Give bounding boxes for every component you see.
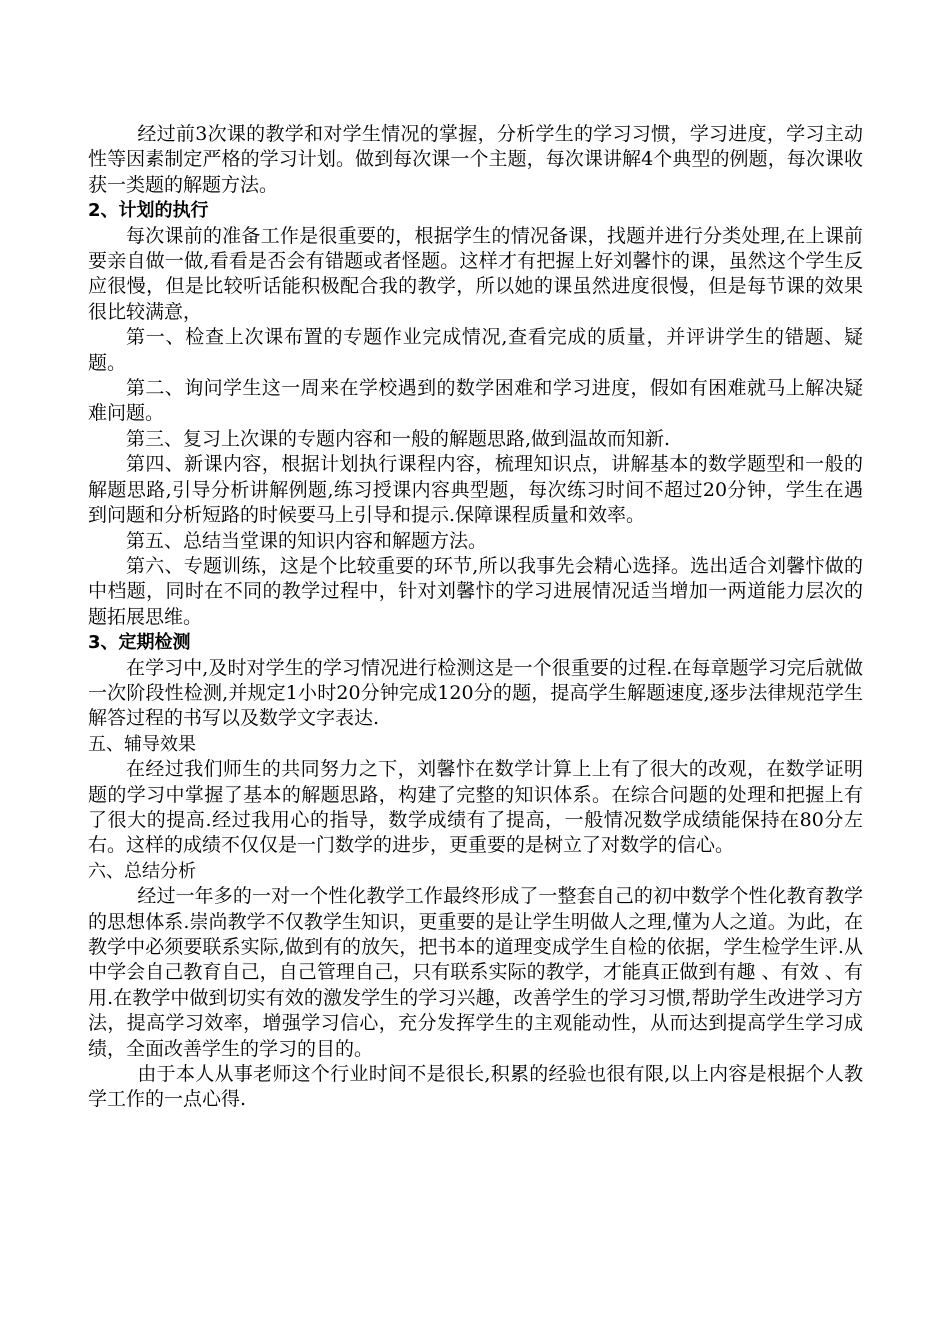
section-heading-periodic-test: 3、定期检测 — [88, 632, 191, 654]
step-first: 第一、检查上次课布置的专题作业完成情况,查看完成的质量，并评讲学生的错题、疑题。 — [88, 326, 863, 374]
section-heading-plan-execution: 2、计划的执行 — [88, 200, 209, 222]
section-heading-tutoring-results: 五、辅导效果 — [88, 733, 196, 755]
step-fifth: 第五、总结当堂课的知识内容和解题方法。 — [126, 529, 488, 552]
intro-paragraph: 经过前3次课的教学和对学生情况的掌握，分析学生的学习习惯，学习进度，学习主动性等因素制定严格的学习计划。做到每次课一个主题，每次课讲解4个典型的例题，每次课收获一类题的解题方法。 — [88, 123, 863, 196]
section-heading-summary-analysis: 六、总结分析 — [88, 860, 196, 882]
summary-analysis-paragraph: 经过一年多的一对一个性化教学工作最终形成了一整套自己的初中数学个性化教育教学的思想体系.崇尚教学不仅教学生知识，更重要的是让学生明做人之理,懂为人之道。为此，在教学中必须要联系实际,做到有的放矢，把书本的道理变成学生自检的依据，学生检学生评.从中学会自己教育自己，自己管理自己，只有联系实际的教学，才能真正做到有趣 、有效 、有用.在教学中做到切实有效的激发学生的学习兴趣，改善学生的学习习惯,帮助学生改进学习方法，提高学习效率，增强学习信心，充分发挥学生的主观能动性，从而达到提高学生学习成绩，全面改善学生的学习的目的。 — [88, 885, 863, 1060]
step-sixth: 第六、专题训练，这是个比较重要的环节,所以我事先会精心选择。选出适合刘馨忭做的中档题，同时在不同的教学过程中，针对刘馨忭的学习进展情况适当增加一两道能力层次的题拓展思维。 — [88, 554, 863, 628]
step-fourth: 第四、新课内容，根据计划执行课程内容，梳理知识点，讲解基本的数学题型和一般的解题思路,引导分析讲解例题,练习授课内容典型题，每次练习时间不超过20分钟，学生在遇到问题和分析短路的时候要马上引导和提示.保障课程质量和效率。 — [88, 453, 863, 527]
document-body — [88, 122, 863, 1113]
closing-paragraph: 由于本人从事老师这个行业时间不是很长,积累的经验也很有限,以上内容是根据个人教学工作的一点心得. — [88, 1063, 863, 1111]
tutoring-results-paragraph: 在经过我们师生的共同努力之下，刘馨忭在数学计算上上有了很大的改观，在数学证明题的学习中掌握了基本的解题思路，构建了完整的知识体系。在综合问题的处理和把握上有了很大的提高.经过我用心的指导，数学成绩有了提高，一般情况数学成绩能保持在80分左右。这样的成绩不仅仅是一门数学的进步，更重要的是树立了对数学的信心。 — [88, 758, 863, 857]
periodic-test-paragraph: 在学习中,及时对学生的学习情况进行检测这是一个很重要的过程.在每章题学习完后就做一次阶段性检测,并规定1小时20分钟完成120分的题，提高学生解题速度,逐步法律规范学生解答过程的书写以及数学文字表达. — [88, 656, 863, 730]
step-third: 第三、复习上次课的专题内容和一般的解题思路,做到温故而知新. — [126, 427, 671, 450]
plan-execution-paragraph: 每次课前的准备工作是很重要的，根据学生的情况备课，找题并进行分类处理,在上课前要亲自做一做,看看是否会有错题或者怪题。这样才有把握上好刘馨忭的课，虽然这个学生反应很慢，但是比较听话能积极配合我的教学，所以她的课虽然进度很慢，但是每节课的效果很比较满意， — [88, 224, 863, 323]
step-second: 第二、询问学生这一周来在学校遇到的数学困难和学习进度，假如有困难就马上解决疑难问题。 — [88, 377, 863, 425]
